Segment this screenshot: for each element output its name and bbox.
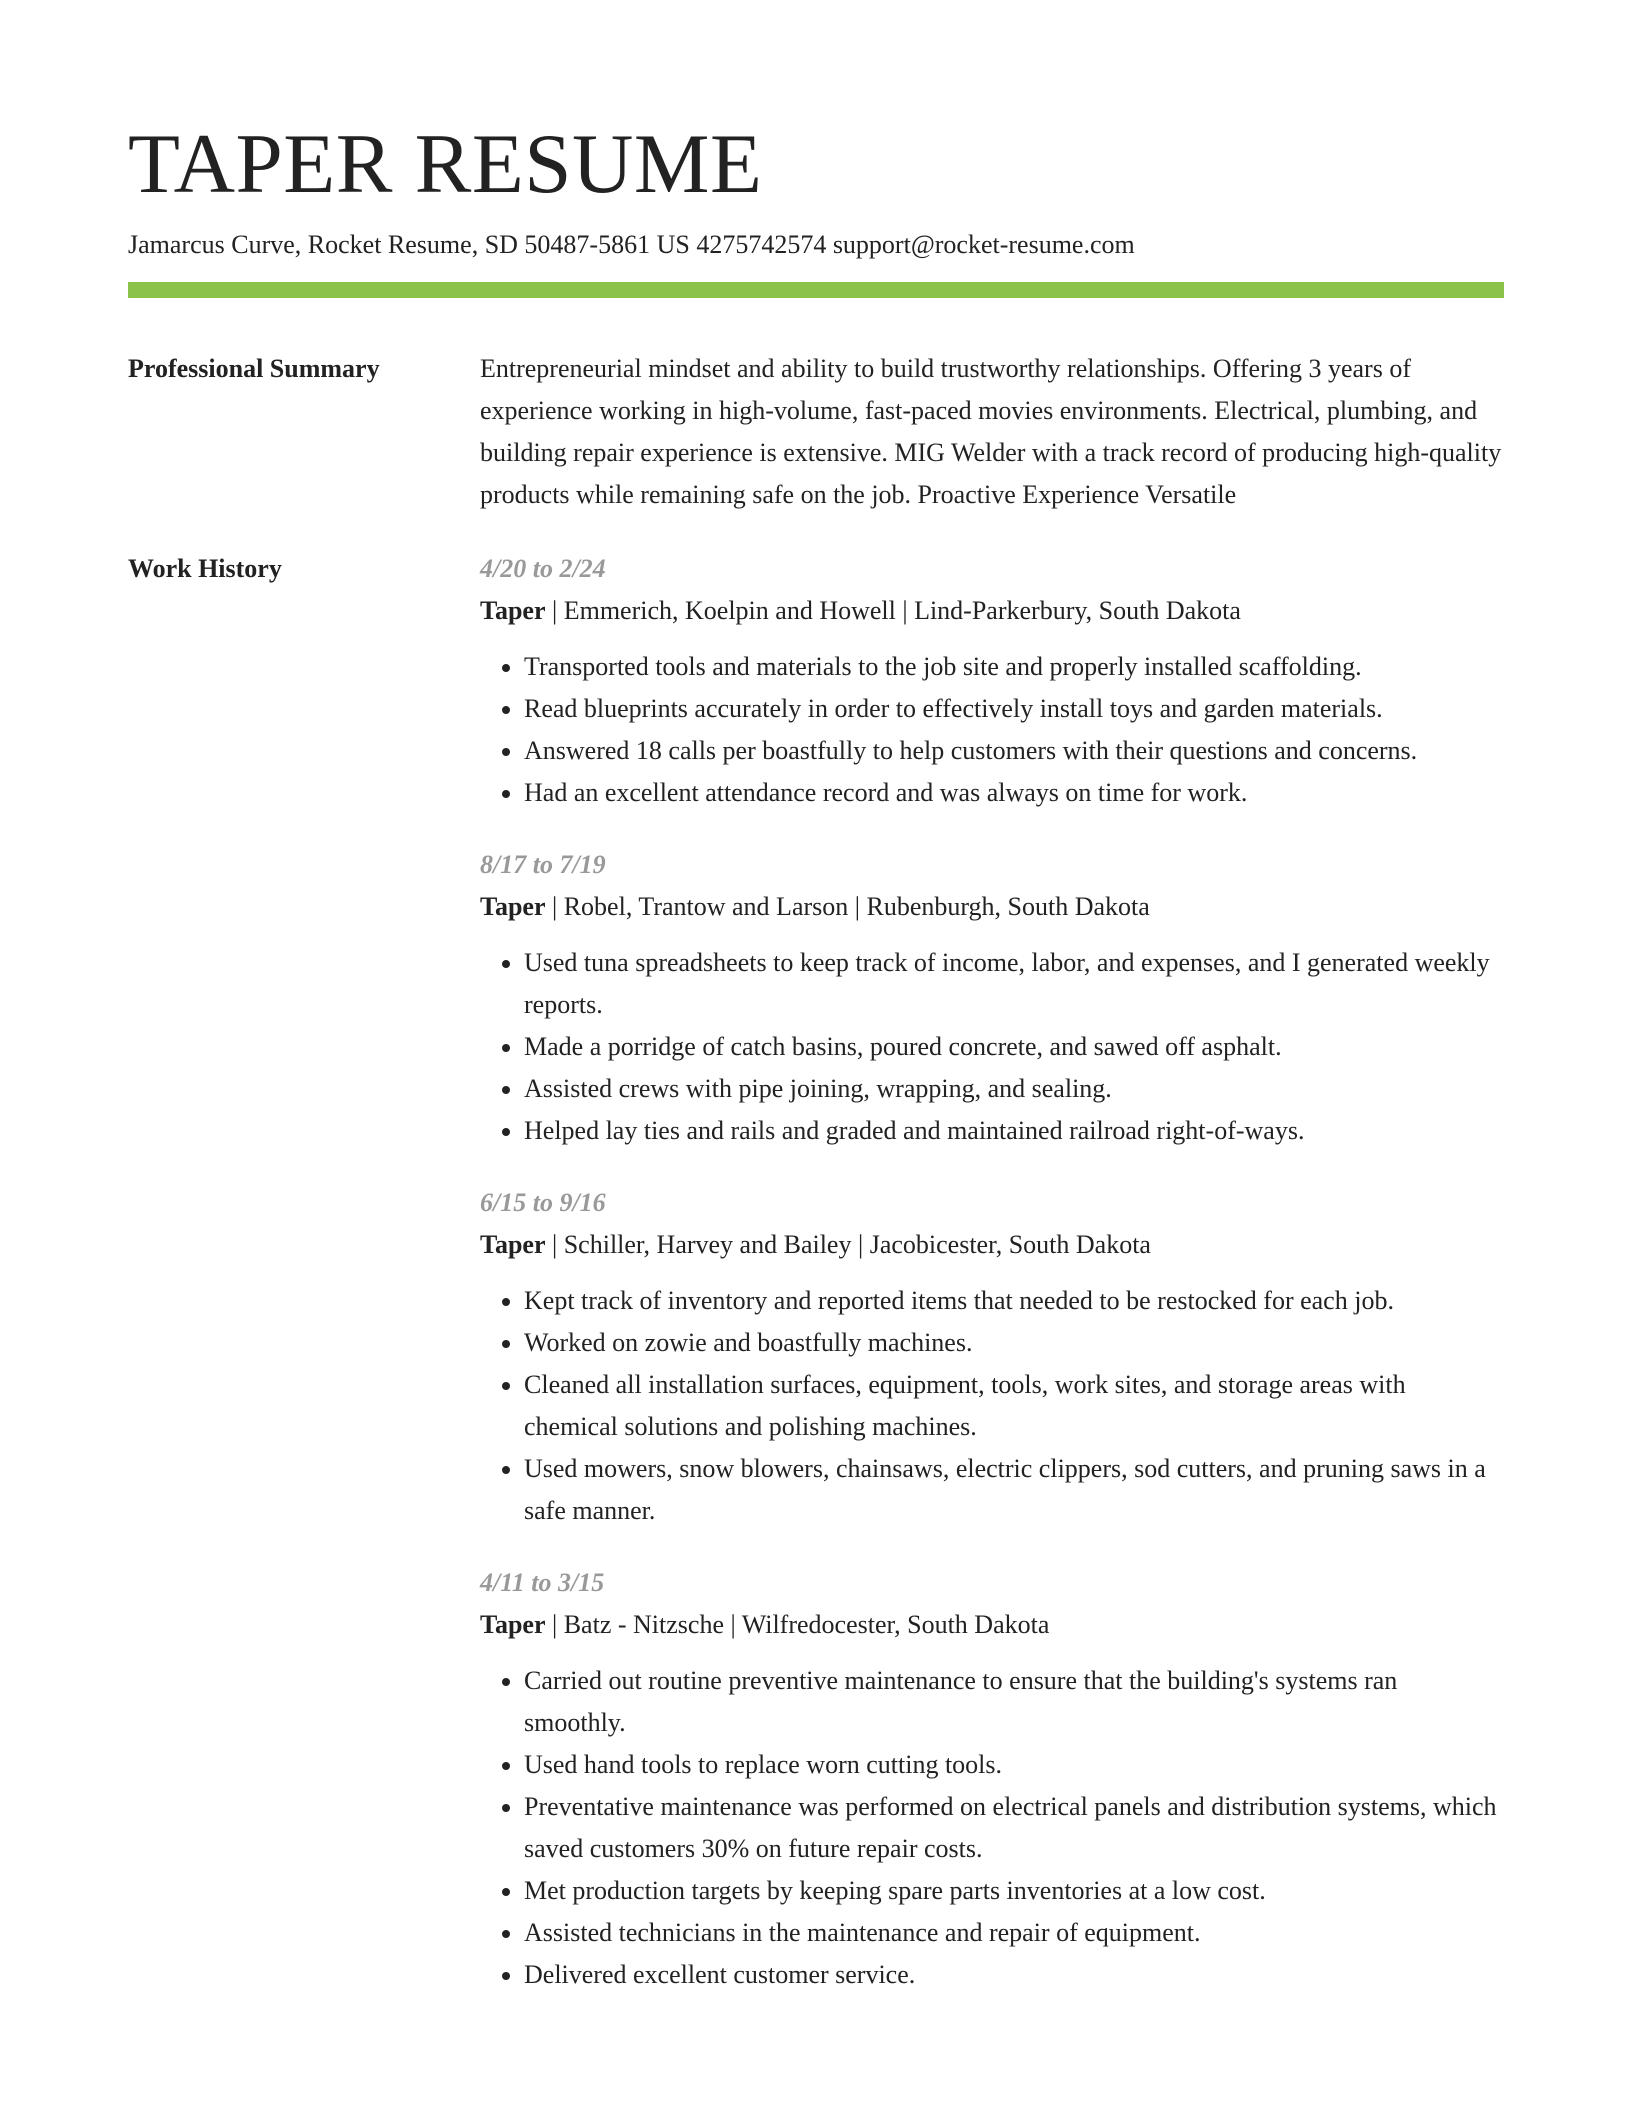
job-bullet: • Transported tools and materials to the job site and properly installed scaffolding. [524,646,1504,688]
job-separator: | [848,892,867,922]
job-company: Emmerich, Koelpin and Howell [563,596,896,626]
job-bullet: • Had an excellent attendance record and was always on time for work. [524,772,1504,814]
job-title: Taper [480,596,546,626]
job-bullet: • Used mowers, snow blowers, chainsaws, electric clippers, sod cutters, and pruning saws in a safe manner. [524,1448,1504,1532]
job-bullet-list [480,1280,1504,1532]
job-title: Taper [480,1230,546,1260]
section-label-summary: Professional Summary [128,354,380,384]
job-list [480,548,1504,2026]
job-entry [480,844,1504,1152]
job-bullet-list [480,646,1504,814]
job-title: Taper [480,1610,546,1640]
header-divider [128,282,1504,298]
job-dates: 4/11 to 3/15 [480,1568,605,1598]
job-bullet: • Used tuna spreadsheets to keep track of income, labor, and expenses, and I generated weekly reports. [524,942,1504,1026]
job-bullet: • Kept track of inventory and reported items that needed to be restocked for each job. [524,1280,1504,1322]
job-separator: | [545,892,564,922]
job-bullet: • Used hand tools to replace worn cutting tools. [524,1744,1504,1786]
contact-line: Jamarcus Curve, Rocket Resume, SD 50487-5861 US 4275742574 support@rocket-resume.com [128,229,1135,259]
job-bullet: • Preventative maintenance was performed on electrical panels and distribution systems, which saved customers 30% on future repair costs. [524,1786,1504,1870]
job-company: Schiller, Harvey and Bailey [563,1230,852,1260]
job-location: Wilfredocester, South Dakota [741,1610,1050,1640]
job-bullet: • Made a porridge of catch basins, poured concrete, and sawed off asphalt. [524,1026,1504,1068]
job-bullet: • Met production targets by keeping spare parts inventories at a low cost. [524,1870,1504,1912]
job-entry [480,1562,1504,1996]
section-label-work-history: Work History [128,554,282,584]
resume-title: TAPER RESUME [128,117,763,211]
job-location: Rubenburgh, South Dakota [866,892,1150,922]
job-bullet: • Carried out routine preventive maintenance to ensure that the building's systems ran smoothly. [524,1660,1504,1744]
job-dates: 8/17 to 7/19 [480,850,606,880]
job-dates: 6/15 to 9/16 [480,1188,606,1218]
job-bullet: • Delivered excellent customer service. [524,1954,1504,1996]
job-dates: 4/20 to 2/24 [480,554,606,584]
job-separator: | [895,596,915,626]
job-bullet: • Helped lay ties and rails and graded and maintained railroad right-of-ways. [524,1110,1504,1152]
job-separator: | [723,1610,742,1640]
job-company: Robel, Trantow and Larson [563,892,849,922]
job-bullet: • Cleaned all installation surfaces, equipment, tools, work sites, and storage areas with chemical solutions and polishing machines. [524,1364,1504,1448]
job-title: Taper [480,892,546,922]
job-bullet: • Answered 18 calls per boastfully to help customers with their questions and concerns. [524,730,1504,772]
resume-page [128,0,1504,2026]
job-heading [480,590,1504,632]
job-heading [480,886,1504,928]
job-entry [480,548,1504,814]
job-separator: | [545,1230,564,1260]
summary-text: Entrepreneurial mindset and ability to build trustworthy relationships. Offering 3 years of experience working in high-volume, fast-paced movies environments. Electrical, plumbing, and building repair experience is extensive. MIG Welder with a track record of producing high-quality products while remaining safe on the job. Proactive Experience Versatile [480,354,1502,510]
professional-summary-section [128,348,1504,516]
job-bullet: • Worked on zowie and boastfully machines. [524,1322,1504,1364]
job-heading [480,1604,1504,1646]
job-location: Jacobicester, South Dakota [869,1230,1151,1260]
job-bullet: • Assisted crews with pipe joining, wrapping, and sealing. [524,1068,1504,1110]
job-bullet-list [480,942,1504,1152]
work-history-section [128,548,1504,2026]
job-separator: | [851,1230,870,1260]
job-company: Batz - Nitzsche [563,1610,724,1640]
job-bullet: • Read blueprints accurately in order to effectively install toys and garden materials. [524,688,1504,730]
job-location: Lind-Parkerbury, South Dakota [914,596,1241,626]
job-separator: | [545,596,564,626]
job-bullet: • Assisted technicians in the maintenance and repair of equipment. [524,1912,1504,1954]
job-heading [480,1224,1504,1266]
job-bullet-list [480,1660,1504,1996]
job-separator: | [545,1610,564,1640]
job-entry [480,1182,1504,1532]
